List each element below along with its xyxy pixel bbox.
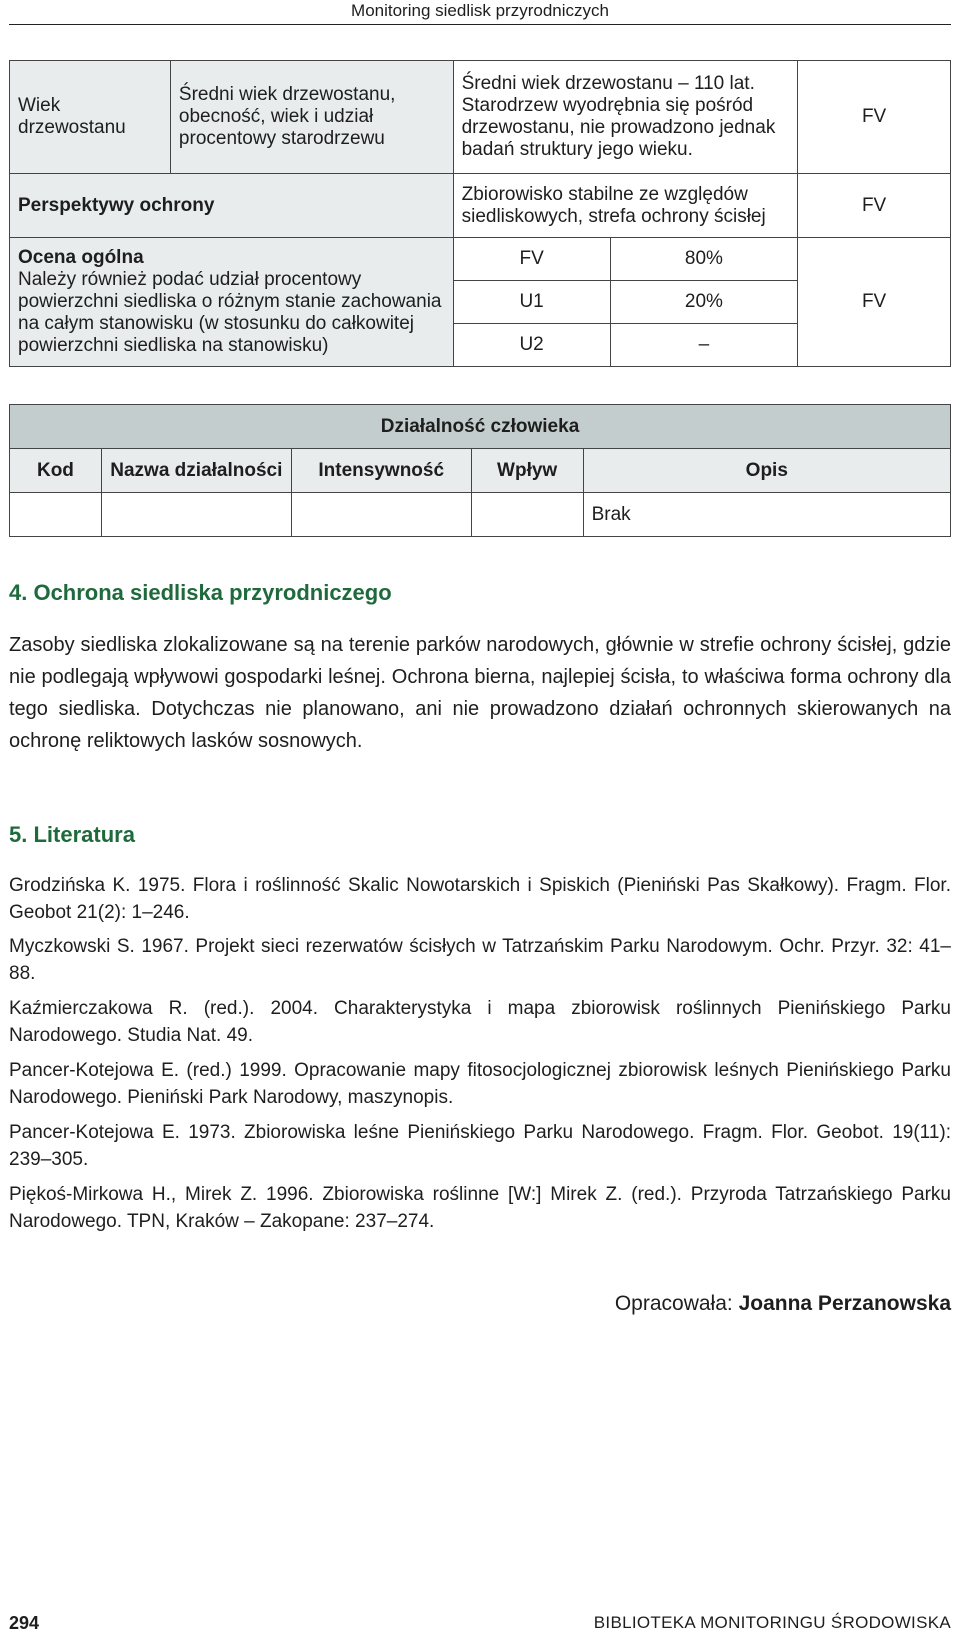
column-header: Opis — [583, 449, 950, 493]
share-row — [454, 280, 798, 323]
section-5-heading: 5. Literatura — [9, 822, 135, 847]
share-row — [454, 323, 798, 366]
overall-text: Należy również podać udział procentowy powierzchni siedliska o różnym stanie zachowania na całym stanowisku (w stosunku do całkowitej powierzchni siedliska na stanowisku) — [18, 269, 442, 356]
reference-item: Piękoś-Mirkowa H., Mirek Z. 1996. Zbiorowiska roślinne [W:] Mirek Z. (red.). Przyroda Tatrzańskiego Parku Narodowego. TPN, Kraków – Zakopane: 237–274. — [9, 1184, 951, 1232]
publication-name: BIBLIOTEKA MONITORINGU ŚRODOWISKA — [593, 1613, 951, 1632]
share-state: FV — [454, 238, 611, 280]
table-row-stand-age — [10, 61, 951, 174]
section-4-heading: 4. Ochrona siedliska przyrodniczego — [9, 580, 392, 605]
human-activity-table — [9, 404, 951, 537]
author-name: Joanna Perzanowska — [738, 1292, 951, 1315]
reference-item: Pancer-Kotejowa E. (red.) 1999. Opracowanie mapy fitosocjologicznej zbiorowisk leśnych Pienińskiego Parku Narodowego. Pieniński Park Narodowy, maszynopis. — [9, 1060, 951, 1108]
cell-impact — [471, 493, 583, 537]
shares-table — [454, 238, 798, 366]
overall-assessment-cell — [10, 238, 454, 367]
column-header: Nazwa działalności — [101, 449, 291, 493]
row-label-perspectives: Perspektywy ochrony — [10, 174, 454, 238]
overall-title: Ocena ogólna — [18, 247, 144, 268]
cell-description: Brak — [583, 493, 950, 537]
rating-stand-age: FV — [798, 61, 951, 174]
indicator-stand-age: Średni wiek drzewostanu, obecność, wiek i udział procentowy starodrzewu — [170, 61, 453, 174]
author-label: Opracowała: — [614, 1292, 733, 1315]
rating-overall: FV — [798, 238, 951, 367]
share-state: U1 — [454, 280, 611, 323]
share-value: 80% — [610, 238, 797, 280]
assessment-table — [9, 60, 951, 367]
row-label-stand-age: Wiek drzewostanu — [10, 61, 171, 174]
share-state: U2 — [454, 323, 611, 366]
share-row — [454, 238, 798, 280]
activity-header-row — [10, 449, 951, 493]
activity-table-title: Działalność człowieka — [10, 405, 951, 449]
cell-intensity — [291, 493, 471, 537]
cell-name — [101, 493, 291, 537]
table-row-overall — [10, 238, 951, 367]
author-line — [615, 1291, 951, 1317]
reference-item: Myczkowski S. 1967. Projekt sieci rezerwatów ścisłych w Tatrzańskim Parku Narodowym. Ochr. Przyr. 32: 41–88. — [9, 936, 951, 984]
column-header: Intensywność — [291, 449, 471, 493]
reference-item: Pancer-Kotejowa E. 1973. Zbiorowiska leśne Pienińskiego Parku Narodowego. Fragm. Flor. Geobot. 19(11): 239–305. — [9, 1122, 951, 1170]
description-perspectives: Zbiorowisko stabilne ze względów siedliskowych, strefa ochrony ścisłej — [453, 174, 798, 238]
cell-code — [10, 493, 102, 537]
description-stand-age: Średni wiek drzewostanu – 110 lat. Starodrzew wyodrębnia się pośród drzewostanu, nie prowadzono jednak badań struktury jego wieku. — [453, 61, 798, 174]
share-value: 20% — [610, 280, 797, 323]
running-header: Monitoring siedlisk przyrodniczych — [9, 0, 951, 25]
section-4-text: Zasoby siedliska zlokalizowane są na terenie parków narodowych, głównie w strefie ochrony ścisłej, gdzie nie podlegają wpływowi gospodarki leśnej. Ochrona bierna, najlepiej ścisła, to właściwa forma ochrony dla tego siedliska. Dotychczas nie planowano, ani nie prowadzono działań ochronnych skierowanych na ochronę reliktowych lasków sosnowych. — [9, 634, 951, 752]
shares-cell — [453, 238, 798, 367]
table-row — [10, 493, 951, 537]
activity-title-row — [10, 405, 951, 449]
reference-item: Grodzińska K. 1975. Flora i roślinność Skalic Nowotarskich i Spiskich (Pieniński Pas Skałkowy). Fragm. Flor. Geobot 21(2): 1–246. — [9, 875, 951, 923]
reference-item: Kaźmierczakowa R. (red.). 2004. Charakterystyka i mapa zbiorowisk roślinnych Pienińskiego Parku Narodowego. Studia Nat. 49. — [9, 998, 951, 1046]
column-header: Kod — [10, 449, 102, 493]
page-number: 294 — [9, 1613, 40, 1633]
share-value: – — [610, 323, 797, 366]
column-header: Wpływ — [471, 449, 583, 493]
rating-perspectives: FV — [798, 174, 951, 238]
table-row-perspectives — [10, 174, 951, 238]
